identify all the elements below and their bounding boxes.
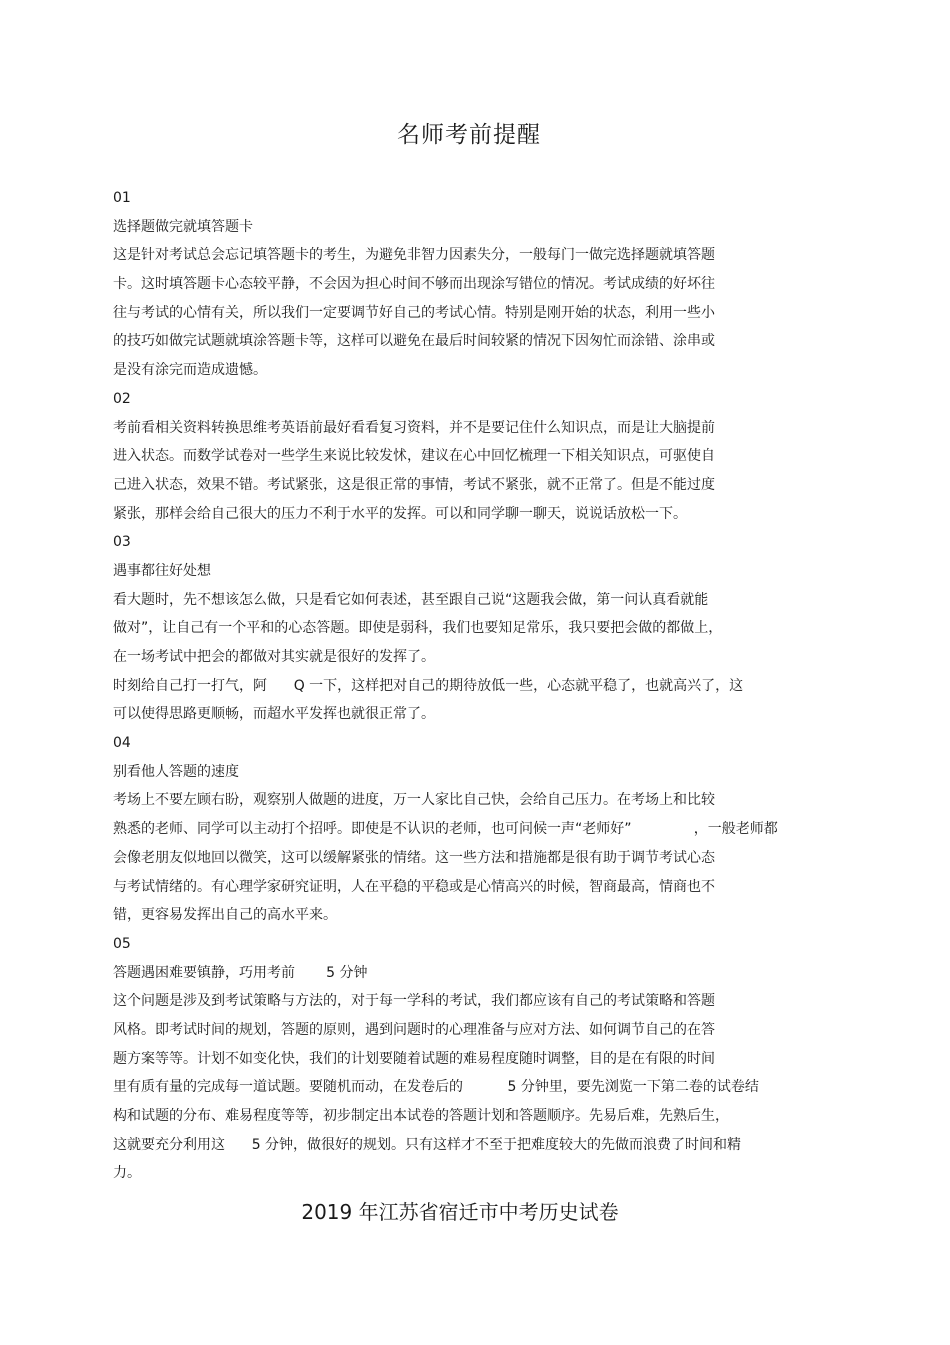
paragraph-line: 熟悉的老师、同学可以主动打个招呼。即使是不认识的老师，也可问候一声“老师好” ，一般老师都 xyxy=(113,821,778,838)
paragraph-line: 与考试情绪的。有心理学家研究证明，人在平稳的平稳或是心情高兴的时候，智商最高，情商也不 xyxy=(113,878,715,895)
paragraph-line: 错，更容易发挥出自己的高水平来。 xyxy=(113,907,337,924)
section-heading: 答题遇困难要镇静，巧用考前 5 分钟 xyxy=(113,964,368,981)
paragraph-line: 里有质有量的完成每一道试题。要随机而动，在发卷后的 5 分钟里，要先浏览一下第二卷的试卷结 xyxy=(113,1079,759,1096)
next-document-title: 2019 年江苏省宿迁市中考历史试卷 xyxy=(301,1200,619,1224)
paragraph-line: 力。 xyxy=(113,1165,141,1182)
paragraph-line: 构和试题的分布、难易程度等等，初步制定出本试卷的答题计划和答题顺序。先易后难，先熟后生， xyxy=(113,1108,729,1124)
paragraph-line: 卡。这时填答题卡心态较平静，不会因为担心时间不够而出现涂写错位的情况。考试成绩的好坏往 xyxy=(113,276,715,293)
document-body xyxy=(113,184,843,1188)
paragraph-line: 时刻给自己打一打气，阿 Q 一下，这样把对自己的期待放低一些，心态就平稳了，也就高兴了，这 xyxy=(113,677,744,694)
paragraph-line: 往与考试的心情有关，所以我们一定要调节好自己的考试心情。特别是刚开始的状态，利用一些小 xyxy=(113,304,715,321)
paragraph-line: 己进入状态，效果不错。考试紧张，这是很正常的事情，考试不紧张，就不正常了。但是不能过度 xyxy=(113,476,715,493)
section-number: 01 xyxy=(113,190,131,206)
section-heading: 别看他人答题的速度 xyxy=(113,763,239,780)
section-heading: 选择题做完就填答题卡 xyxy=(113,218,253,235)
section-number: 02 xyxy=(113,390,131,407)
paragraph-line: 这是针对考试总会忘记填答题卡的考生，为避免非智力因素失分，一般每门一做完选择题就填答题 xyxy=(113,247,715,264)
section-number: 05 xyxy=(113,935,131,952)
paragraph-line: 风格。即考试时间的规划，答题的原则，遇到问题时的心理准备与应对方法、如何调节自己的在答 xyxy=(113,1021,715,1038)
page-title: 名师考前提醒 xyxy=(397,122,541,148)
paragraph-line: 会像老朋友似地回以微笑，这可以缓解紧张的情绪。这一些方法和措施都是很有助于调节考试心态 xyxy=(113,849,715,866)
paragraph-line: 题方案等等。计划不如变化快，我们的计划要随着试题的难易程度随时调整，目的是在有限的时间 xyxy=(113,1050,715,1067)
paragraph-line: 考场上不要左顾右盼，观察别人做题的进度，万一人家比自己快，会给自己压力。在考场上和比较 xyxy=(113,792,715,809)
section-number: 04 xyxy=(113,735,131,752)
paragraph-line: 在一场考试中把会的都做对其实就是很好的发挥了。 xyxy=(113,649,435,665)
paragraph-line: 是没有涂完而造成遗憾。 xyxy=(113,362,267,379)
paragraph-line: 看大题时，先不想该怎么做，只是看它如何表述，甚至跟自己说“这题我会做，第一问认真看就能 xyxy=(113,591,709,608)
paragraph-line: 的技巧如做完试题就填涂答题卡等，这样可以避免在最后时间较紧的情况下因匆忙而涂错、涂串或 xyxy=(113,333,715,350)
paragraph-line: 紧张，那样会给自己很大的压力不利于水平的发挥。可以和同学聊一聊天，说说话放松一下。 xyxy=(113,505,687,522)
paragraph-line: 考前看相关资料转换思维考英语前最好看看复习资料，并不是要记住什么知识点，而是让大脑提前 xyxy=(113,419,715,436)
paragraph-line: 可以使得思路更顺畅，而超水平发挥也就很正常了。 xyxy=(113,706,435,723)
paragraph-line: 进入状态。而数学试卷对一些学生来说比较发怵，建议在心中回忆梳理一下相关知识点，可驱使自 xyxy=(113,448,715,465)
section-heading: 遇事都往好处想 xyxy=(113,562,211,579)
section-number: 03 xyxy=(113,534,131,551)
paragraph-line: 这个问题是涉及到考试策略与方法的，对于每一学科的考试，我们都应该有自己的考试策略和答题 xyxy=(113,993,715,1010)
paragraph-line: 这就要充分利用这 5 分钟，做很好的规划。只有这样才不至于把难度较大的先做而浪费了时间和精 xyxy=(113,1136,742,1153)
paragraph-line: 做对”，让自己有一个平和的心态答题。即使是弱科，我们也要知足常乐，我只要把会做的都做上， xyxy=(113,620,723,637)
